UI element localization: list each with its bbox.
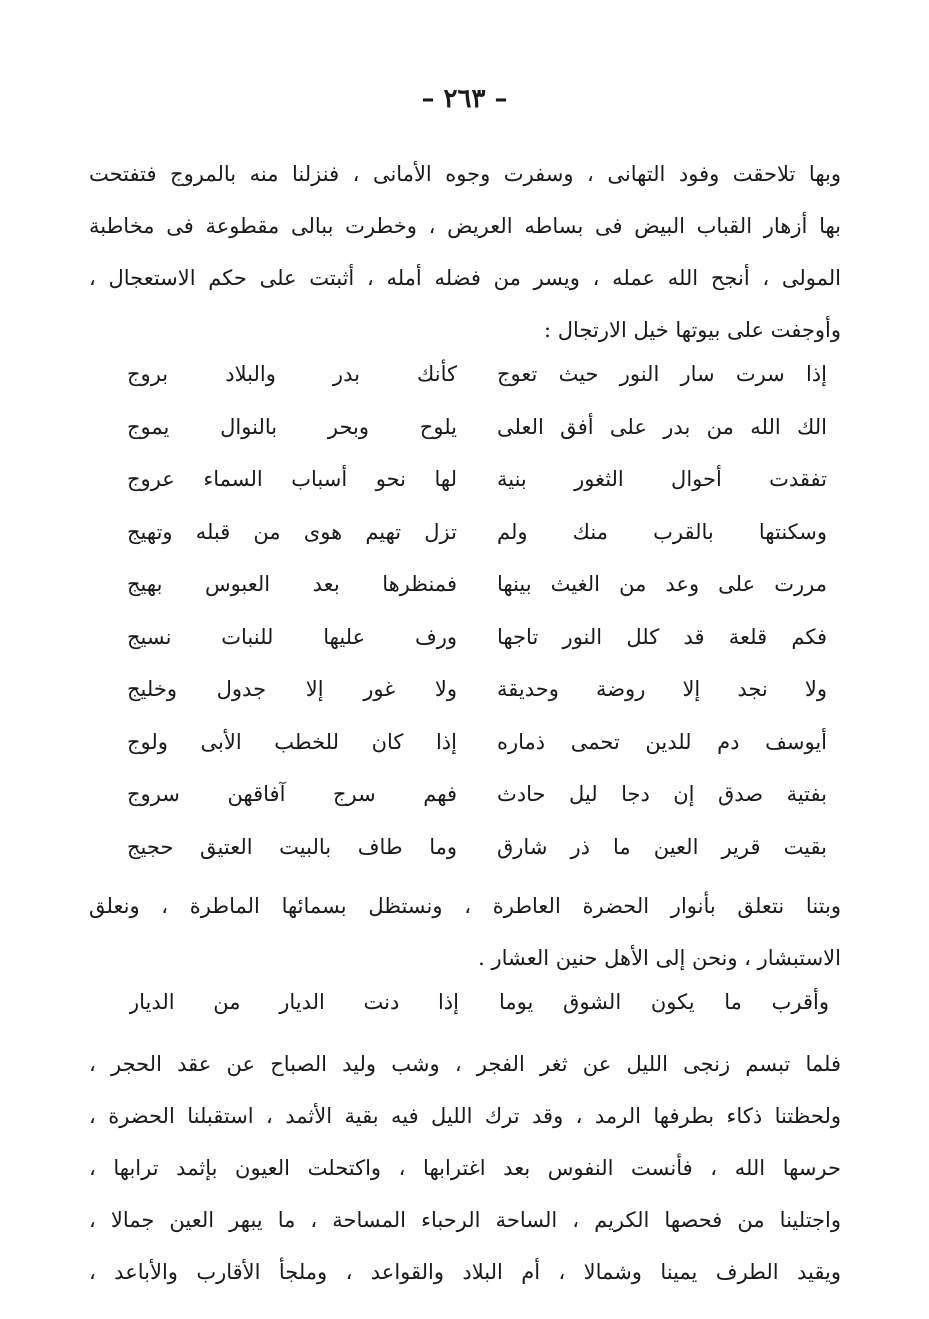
poem-verse (127, 401, 827, 454)
text-line: وأوجفت على بيوتها خيل الارتجال : (544, 318, 841, 342)
verse-second-hemistich: ورف عليها للنبات نسيج (127, 624, 457, 649)
verse-first-hemistich: إذا سرت سار النور حيث تعوج (497, 362, 827, 386)
text-line: فلما تبسم زنجى الليل عن ثغر الفجر ، وشب وليد الصباح عن عقد الحجر ، (89, 1052, 841, 1076)
verse-first-hemistich: بفتية صدق إن دجا ليل حادث (497, 782, 827, 806)
paragraph-1 (89, 148, 841, 356)
verse-second-hemistich: تزل تهيم هوى من قبله وتهيج (127, 519, 457, 544)
verse-second-hemistich: ولا غور إلا جدول وخليج (127, 677, 457, 701)
verse-first-hemistich: بقيت قرير العين ما ذر شارق (497, 834, 827, 859)
poem-verse (127, 663, 827, 716)
verse-first-hemistich: الك الله من بدر على أفق العلى (497, 414, 827, 439)
text-line: وبتنا نتعلق بأنوار الحضرة العاطرة ، ونستظل بسمائها الماطرة ، ونعلق (89, 894, 841, 918)
verse-first-hemistich: مررت على وعد من الغيث بينها (497, 572, 827, 596)
page-number: – ٢٦٣ – (421, 84, 508, 114)
text-line: المولى ، أنجح الله عمله ، ويسر من فضله أمله ، أثبتت على حكم الاستعجال ، (89, 266, 841, 290)
verse-second-hemistich: فمنظرها بعد العبوس بهيج (127, 572, 457, 596)
verse-second-hemistich: كأنك بدر والبلاد بروج (127, 362, 457, 386)
paragraph-3 (89, 1038, 841, 1298)
poem-verse (127, 716, 827, 769)
verse-second-hemistich: إذا كان للخطب الأبى ولوج (127, 729, 457, 754)
verse-second-hemistich: يلوح وبحر بالنوال يموج (127, 414, 457, 439)
text-line: بها أزهار القباب البيض فى بساطه العريض ، وخطرت ببالى مقطوعة فى مخاطبة (89, 214, 841, 238)
poem-verse (127, 611, 827, 664)
verse-first-hemistich: وسكنتها بالقرب منك ولم (497, 519, 827, 544)
verse-first-hemistich: أيوسف دم للدين تحمى ذماره (497, 729, 827, 754)
verse-second-hemistich: لها نحو أسباب السماء عروج (127, 467, 457, 491)
poem-verse (127, 348, 827, 401)
poem-verse (127, 558, 827, 611)
poem-verse (127, 453, 827, 506)
verse-first-hemistich: تفقدت أحوال الثغور بنية (497, 467, 827, 491)
text-line: ولحظتنا ذكاء بطرفها الرمد ، وقد ترك الليل فيه بقية الأثمد ، استقبلنا الحضرة ، (89, 1104, 841, 1128)
text-line: الاستبشار ، ونحن إلى الأهل حنين العشار . (478, 946, 841, 970)
verse-second-hemistich: فهم سرج آفاقهن سروج (127, 782, 457, 806)
poem-verse (127, 506, 827, 559)
single-verse (129, 976, 829, 1028)
verse-second-hemistich: إذا دنت الديار من الديار (129, 990, 459, 1014)
verse-second-hemistich: وما طاف بالبيت العتيق حجيج (127, 834, 457, 859)
text-line: وبها تلاحقت وفود التهانى ، وسفرت وجوه الأمانى ، فنزلنا منه بالمروج فتفتحت (89, 162, 841, 186)
poem-verse (127, 768, 827, 821)
poem (127, 348, 827, 873)
verse-first-hemistich: وأقرب ما يكون الشوق يوما (499, 990, 829, 1014)
text-line: حرسها الله ، فأنست النفوس بعد اغترابها ، واكتحلت العيون بإثمد ترابها ، (89, 1156, 841, 1180)
text-line: واجتلينا من فحصها الكريم ، الساحة الرحباء المساحة ، ما يبهر العين جمالا ، (89, 1208, 841, 1232)
verse-first-hemistich: ولا نجد إلا روضة وحديقة (497, 677, 827, 701)
poem-verse (127, 821, 827, 874)
text-line: ويقيد الطرف يمينا وشمالا ، أم البلاد والقواعد ، وملجأ الأقارب والأباعد ، (89, 1260, 841, 1284)
paragraph-2 (89, 880, 841, 984)
verse-first-hemistich: فكم قلعة قد كلل النور تاجها (497, 624, 827, 649)
